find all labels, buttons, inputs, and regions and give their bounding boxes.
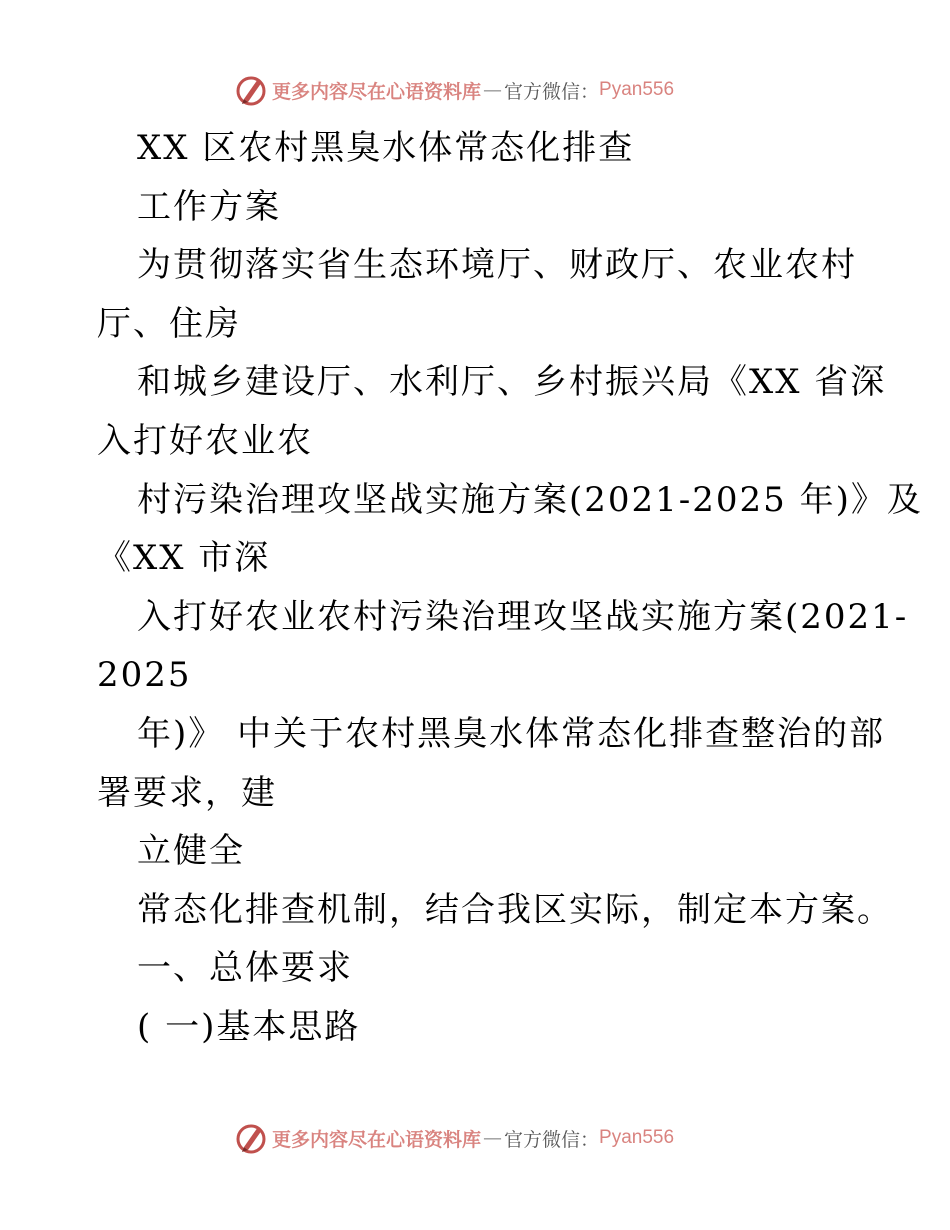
banner-contact-label: 官方微信： [504, 80, 600, 103]
text-line: 和城乡建设厅、水利厅、乡村振兴局《XX 省深 [137, 362, 887, 403]
header-banner [234, 72, 674, 108]
banner-contact-label: 官方微信： [504, 1128, 600, 1151]
text-line: 署要求，建 [97, 772, 277, 813]
banner-contact-id: Pyan556 [599, 79, 675, 100]
text-line: 年)》 中关于农村黑臭水体常态化排查整治的部 [137, 713, 886, 754]
text-line: 厅、住房 [97, 303, 241, 344]
banner-title: 更多内容尽在心语资料库 [272, 1128, 482, 1151]
text-line: 立健全 [137, 831, 245, 872]
text-line: 入打好农业农 [97, 420, 313, 461]
pen-logo-icon [234, 73, 268, 107]
pen-logo-icon [234, 1121, 268, 1155]
text-line: 入打好农业农村污染治理攻坚战实施方案(2021- [137, 596, 909, 637]
banner-contact-id: Pyan556 [599, 1127, 675, 1148]
banner-dash: — [483, 1127, 503, 1149]
subsection-heading: ( 一)基本思路 [137, 1006, 361, 1047]
text-line: 村污染治理攻坚战实施方案(2021-2025 年)》及 [137, 479, 923, 520]
text-line: 《XX 市深 [97, 538, 271, 579]
text-line: 2025 [97, 655, 192, 696]
text-line: 为贯彻落实省生态环境厅、财政厅、农业农村 [137, 245, 857, 286]
footer-banner [234, 1120, 674, 1156]
text-line: 常态化排查机制，结合我区实际，制定本方案。 [137, 889, 893, 930]
text-line: XX 区农村黑臭水体常态化排查 [137, 128, 635, 168]
banner-title: 更多内容尽在心语资料库 [272, 80, 482, 103]
document-body [97, 119, 923, 1057]
banner-dash: — [483, 79, 503, 101]
text-line: 工作方案 [137, 186, 281, 227]
section-heading: 一、总体要求 [137, 948, 353, 989]
